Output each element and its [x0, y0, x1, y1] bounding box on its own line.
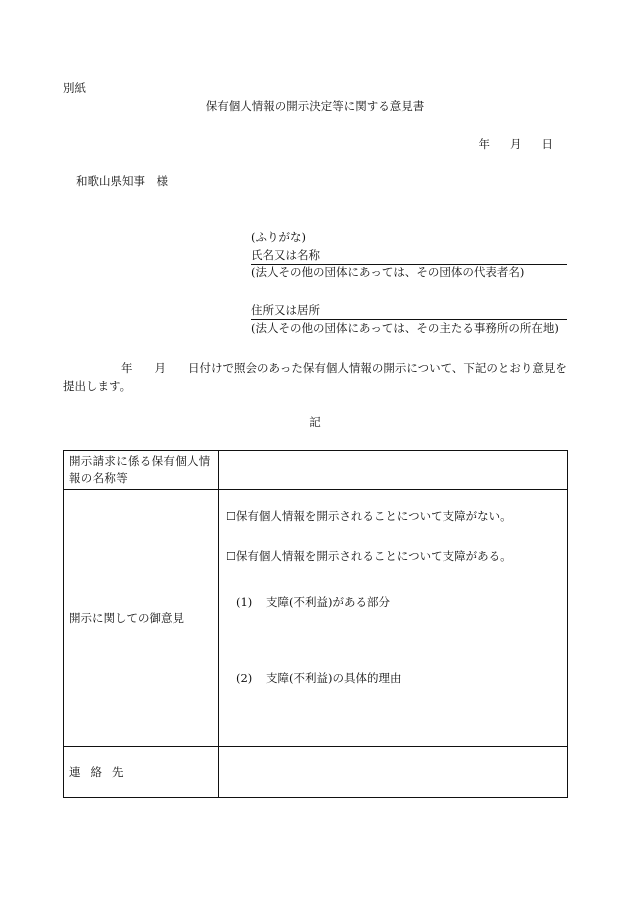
contact-cell[interactable] — [219, 747, 568, 798]
date-month: 月 — [510, 137, 522, 151]
checkbox-icon[interactable]: ☐ — [226, 510, 236, 523]
info-name-cell[interactable] — [219, 451, 568, 490]
name-note: (法人その他の団体にあっては、その団体の代表者名) — [251, 265, 525, 279]
date-day: 日 — [541, 137, 553, 151]
option-hindrance-text: 保有個人情報を開示されることについて支障がある。 — [235, 549, 512, 563]
body-paragraph — [63, 360, 568, 396]
document-title: 保有個人情報の開示決定等に関する意見書 — [205, 99, 425, 113]
body-text: 日付けで照会のあった保有個人情報の開示について、下記のとおり意見を提出します。 — [63, 361, 567, 393]
body-month: 月 — [154, 361, 166, 375]
date-year: 年 — [478, 137, 490, 151]
option-no-hindrance[interactable] — [226, 508, 512, 524]
sub-item-reason-text: 支障(不利益)の具体的理由 — [266, 671, 402, 685]
address-label: 住所又は居所 — [251, 303, 320, 317]
sub-item-affected-part — [236, 594, 390, 610]
sub-item-reason — [236, 670, 401, 686]
address-field[interactable] — [251, 304, 567, 320]
name-field[interactable] — [251, 249, 567, 265]
table-row-info-name — [64, 451, 568, 490]
info-name-label: 開示請求に係る保有個人情報の名称等 — [64, 451, 219, 490]
sub-item-number: (2) — [236, 671, 253, 685]
name-label: 氏名又は名称 — [251, 248, 320, 262]
sub-item-affected-part-text: 支障(不利益)がある部分 — [266, 595, 390, 609]
annex-label: 別紙 — [63, 81, 86, 95]
opinion-cell — [219, 490, 568, 747]
address-note: (法人その他の団体にあっては、その主たる事務所の所在地) — [251, 321, 559, 335]
ki-label: 記 — [309, 415, 321, 429]
furigana-label: (ふりがな) — [251, 230, 306, 244]
date-line — [479, 138, 554, 152]
option-hindrance[interactable] — [226, 548, 512, 564]
addressee: 和歌山県知事 様 — [76, 174, 168, 188]
table-row-contact — [64, 747, 568, 798]
option-no-hindrance-text: 保有個人情報を開示されることについて支障がない。 — [235, 509, 512, 523]
sub-item-number: (1) — [236, 595, 253, 609]
body-year: 年 — [121, 361, 133, 375]
contact-label: 連絡先 — [64, 747, 219, 798]
table-row-opinion — [64, 490, 568, 747]
checkbox-icon[interactable]: ☐ — [226, 550, 236, 563]
opinion-table — [63, 450, 568, 798]
opinion-label: 開示に関しての御意見 — [64, 490, 219, 747]
